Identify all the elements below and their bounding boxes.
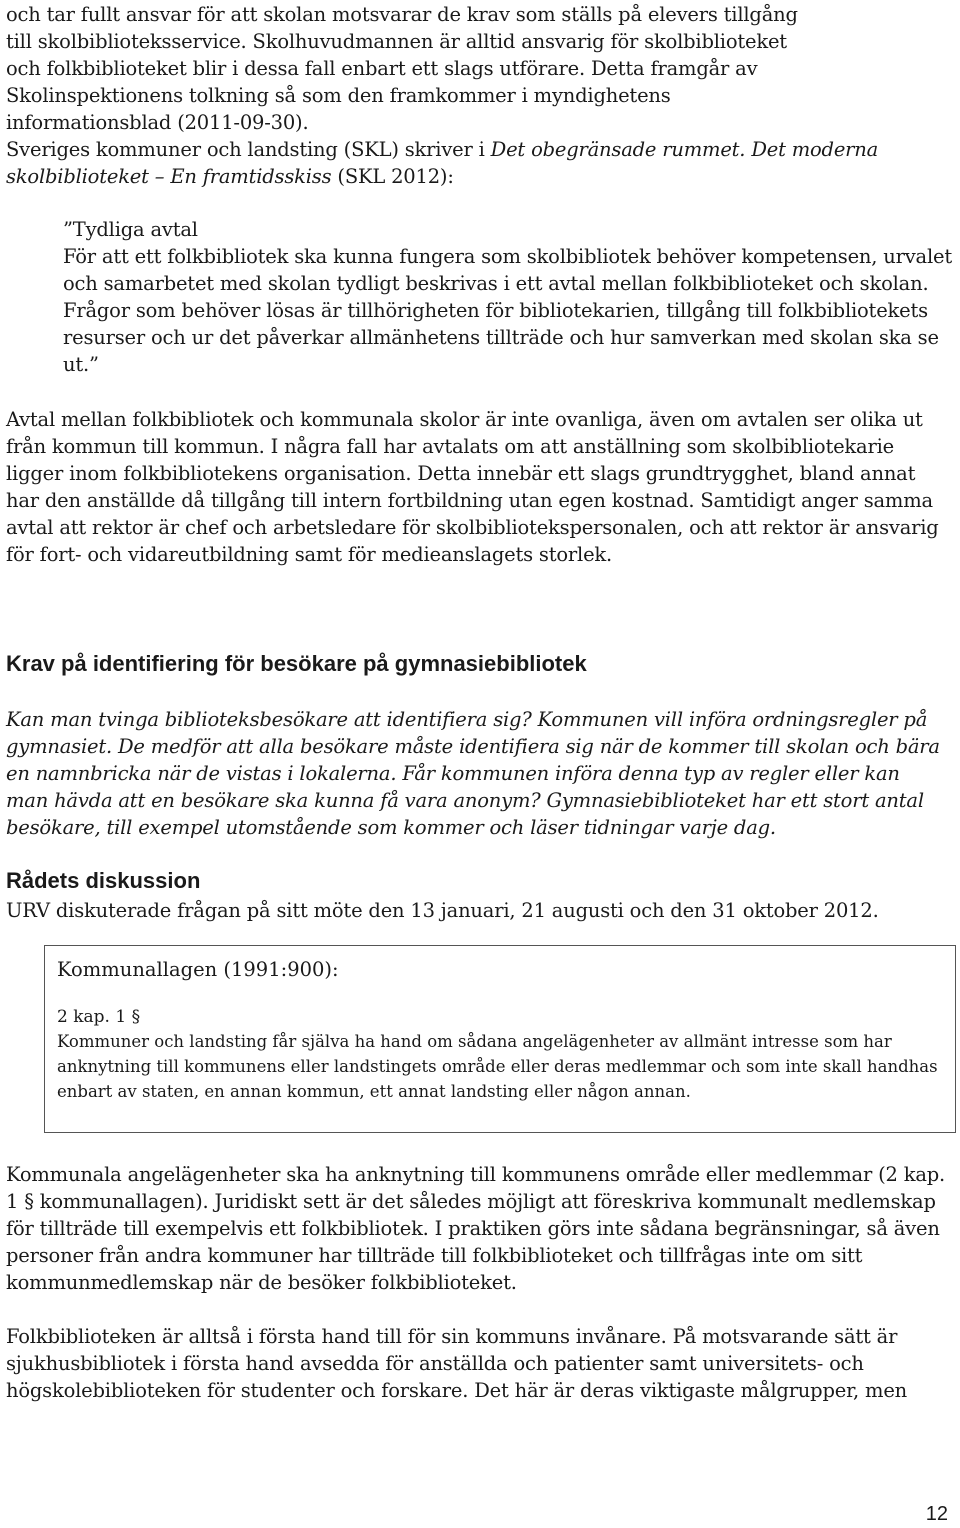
paragraph-skl-intro <box>6 136 946 190</box>
skl-reference: (SKL 2012): <box>331 165 454 188</box>
paragraph-target-groups: Folkbiblioteken är alltså i första hand till för sin kommuns invånare. På motsvarande sätt är sjukhusbibliotek i första hand avsedda för anställda och patienter samt universitets- och högskolebiblioteken för studenter och forskare. Det här är deras viktigaste målgrupper, men <box>6 1325 908 1402</box>
paragraph-school-responsibility: och tar fullt ansvar för att skolan motsvarar de krav som ställs på elevers tillgång till skolbiblioteksservice. Skolhuvudmannen är alltid ansvarig för skolbiblioteket och folkbiblioteket blir i dessa fall enbart ett slags utförare. Detta framgår av Skolinspektionens tolkning så som den framkommer i myndighetens informationsblad (2011-09-30). <box>6 3 798 134</box>
law-citation-box <box>44 945 956 1133</box>
paragraph-municipal-matters: Kommunala angelägenheter ska ha anknytning till kommunens område eller medlemmar (2 kap. 1 § kommunallagen). Juridiskt sett är det således möjligt att föreskriva kommunalt medlemskap för tillträde till exempelvis ett folkbibliotek. I praktiken görs inte sådana begränsningar, så även personer från andra kommuner har tillträde till folkbiblioteket och tillfrågas inte om sitt kommunmedlemskap när de besöker folkbiblioteket. <box>6 1163 946 1294</box>
page-number: 12 <box>925 1503 948 1525</box>
section-heading-discussion: Rådets diskussion <box>6 868 201 893</box>
section-heading-identification: Krav på identifiering för besökare på gymnasiebibliotek <box>6 651 587 676</box>
quote-body: För att ett folkbibliotek ska kunna fungera som skolbibliotek behöver kompetensen, urvalet och samarbetet med skolan tydligt beskrivas i ett avtal mellan folkbiblioteket och skolan. Frågor som behöver lösas är tillhörigheten för bibliotekarien, tillgång till folkbibliotekets resurser och ur det påverkar allmänhetens tillträde och hur samverkan med skolan ska se ut.” <box>63 245 952 376</box>
law-chapter: 2 kap. 1 § <box>57 1007 141 1027</box>
paragraph-question: Kan man tvinga biblioteksbesökare att identifiera sig? Kommunen vill införa ordningsregler på gymnasiet. De medför att alla besökare måste identifiera sig när de kommer till skolan och bära en namnbricka när de vistas i lokalerna. Får kommunen införa denna typ av regler eller kan man hävda att en besökare ska kunna få vara anonym? Gymnasiebiblioteket har ett stort antal besökare, till exempel utomstående som kommer och läser tidningar varje dag. <box>6 708 940 839</box>
quote-title: ”Tydliga avtal <box>63 218 198 241</box>
paragraph-meeting-dates: URV diskuterade frågan på sitt möte den 13 januari, 21 augusti och den 31 oktober 2012. <box>6 899 879 922</box>
law-title: Kommunallagen (1991:900): <box>57 958 339 981</box>
law-text: Kommuner och landsting får själva ha hand om sådana angelägenheter av allmänt intresse som har anknytning till kommunens eller landstingets område eller deras medlemmar och som inte skall handhas enbart av staten, en annan kommun, ett annat landsting eller någon annan. <box>57 1032 938 1101</box>
skl-report-subtitle: Det moderna skolbiblioteket – En framtidsskiss <box>6 138 879 188</box>
paragraph-agreements: Avtal mellan folkbibliotek och kommunala skolor är inte ovanliga, även om avtalen ser olika ut från kommun till kommun. I några fall har avtalats om att anställning som skolbibliotekarie ligger inom folkbibliotekens organisation. Detta innebär ett slags grundtrygghet, bland annat har den anställde då tillgång till intern fortbildning utan egen kostnad. Samtidigt anger samma avtal att rektor är chef och arbetsledare för skolbibliotekspersonalen, och att rektor är ansvarig för fort- och vidareutbildning samt för medieanslagets storlek. <box>6 408 939 566</box>
skl-report-title: Det obegränsade rummet. <box>490 138 752 161</box>
block-quote <box>63 216 953 378</box>
skl-intro-text: Sveriges kommuner och landsting (SKL) skriver i <box>6 138 491 161</box>
